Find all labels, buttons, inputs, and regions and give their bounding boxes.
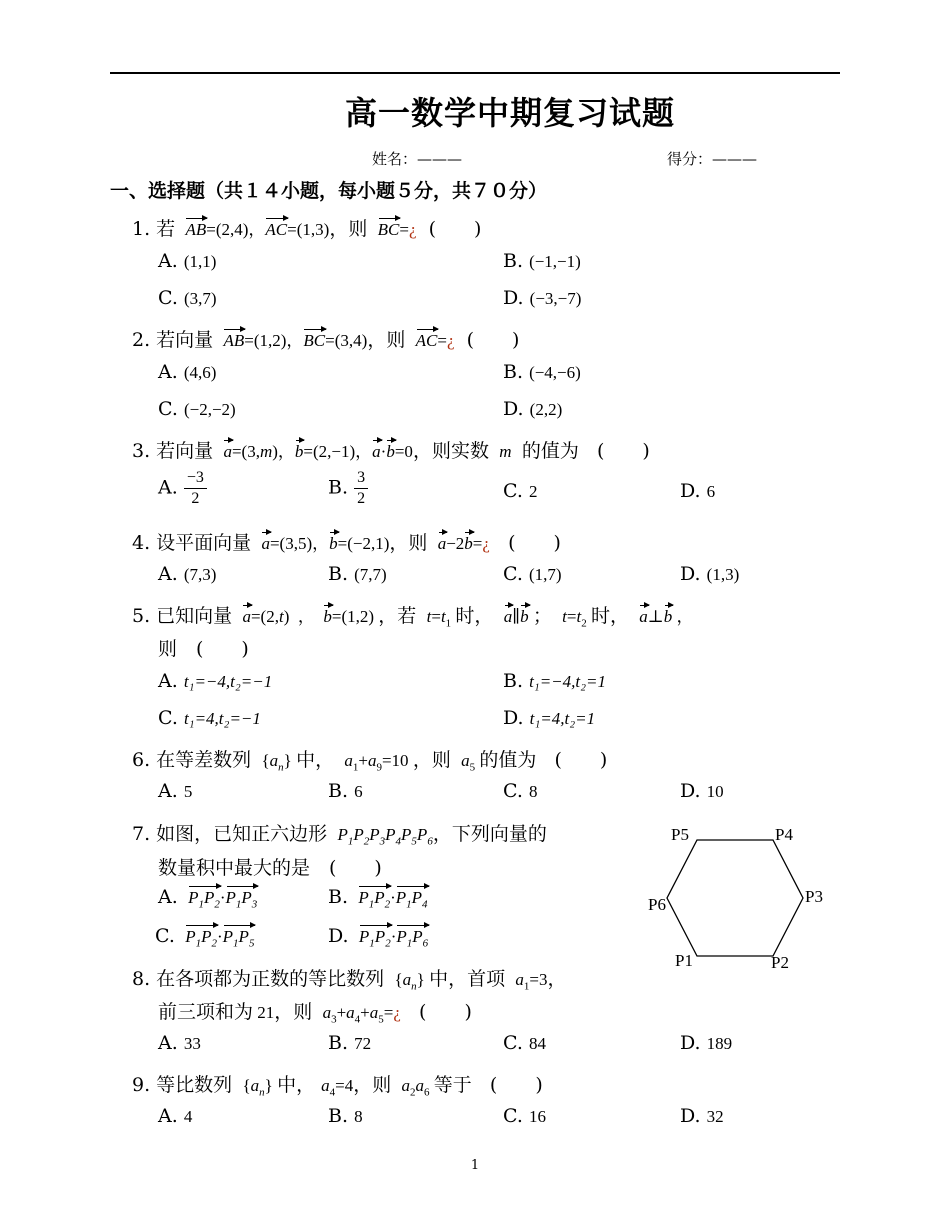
option-a: A. 5: [158, 780, 193, 802]
question-8: 8. 在各项都为正数的等比数列 $\{a_n\}$ 中，首项 $a_1=3$，: [132, 968, 567, 993]
option-d: D. $P_1P_2\cdot P_1P_6$: [328, 925, 429, 950]
score-field-label: 得分：———: [667, 150, 758, 168]
question-5-line2: 则 ( ): [158, 638, 249, 660]
section-heading: 一、选择题（共１４小题，每小题５分，共７０分）: [110, 180, 548, 202]
option-c: C. 16: [503, 1105, 546, 1127]
top-rule: [110, 72, 840, 74]
question-5: 5. 已知向量 a=(2,t) ， b=(1,2) ，若 $t=t_1$ 时， a∥b ； $t=t_2$ 时， a⊥b ，: [132, 605, 694, 630]
question-7: 7. 如图，已知正六边形 $P_1P_2P_3P_4P_5P_6$，下列向量的: [132, 823, 547, 848]
option-b: B. (7,7): [328, 563, 387, 585]
option-c: C. t₁=4,t₂=−1: [158, 707, 261, 729]
option-d: D. (1,3): [680, 563, 740, 585]
option-d: D. (−3,−7): [503, 287, 582, 309]
option-c: C. 2: [503, 480, 538, 502]
option-d: D. 10: [680, 780, 724, 802]
option-a: A. t₁=−4,t₂=−1: [158, 670, 273, 692]
label-p2: P2: [771, 953, 789, 972]
option-b: B. (−1,−1): [503, 250, 581, 272]
label-p5: P5: [671, 825, 689, 844]
option-c: C. (1,7): [503, 563, 562, 585]
hexagon-figure: [645, 820, 835, 980]
question-6: 6. 在等差数列 $\{a_n\}$ 中， $a_1+a_9=10$ ，则 $a_5$ 的值为 ( ): [132, 749, 608, 774]
question-2: 2. 若向量 AB=(1,2)，BC=(3,4)，则 AC=¿ ( ): [132, 329, 520, 351]
label-p4: P4: [775, 825, 793, 844]
label-p6: P6: [648, 895, 666, 914]
option-a: A. $\frac{-3}{2}$: [158, 468, 207, 509]
option-b: B. 6: [328, 780, 363, 802]
option-a: A. (4,6): [158, 361, 217, 383]
option-c: C. (3,7): [158, 287, 217, 309]
option-a: A. 4: [158, 1105, 193, 1127]
option-d: D. (2,2): [503, 398, 563, 420]
hexagon-outline: [667, 840, 803, 956]
question-1: 1. 若 AB=(2,4)，AC=(1,3)，则 BC=¿ ( ): [132, 218, 482, 240]
option-c: C. $P_1P_2\cdot P_1P_5$: [155, 925, 255, 950]
option-c: C. 84: [503, 1032, 546, 1054]
option-b: B. 8: [328, 1105, 363, 1127]
option-c: C. (−2,−2): [158, 398, 236, 420]
option-b: B. $\frac{3}{2}$: [328, 468, 368, 509]
option-d: D. t₁=4,t₂=1: [503, 707, 596, 729]
option-d: D. 6: [680, 480, 716, 502]
option-b: B. (−4,−6): [503, 361, 581, 383]
question-3: 3. 若向量 a=(3,m)，b=(2,−1)，a·b=0，则实数 m 的值为 ( ): [132, 440, 650, 462]
option-a: A. (7,3): [158, 563, 217, 585]
option-b: B. 72: [328, 1032, 372, 1054]
question-4: 4. 设平面向量 a=(3,5)，b=(−2,1)，则 a−2b=¿ ( ): [132, 532, 561, 554]
label-p3: P3: [805, 887, 823, 906]
question-8-line2: 前三项和为 21，则 $a_3+a_4+a_5=¿$ ( ): [158, 1001, 472, 1026]
option-c: C. 8: [503, 780, 538, 802]
option-b: B. $P_1P_2\cdot P_1P_4$: [328, 886, 428, 911]
option-d: D. 189: [680, 1032, 733, 1054]
page-title: 高一数学中期复习试题: [344, 94, 675, 132]
page-number: 1: [470, 1158, 480, 1173]
label-p1: P1: [675, 951, 693, 970]
option-a: A. $P_1P_2\cdot P_1P_3$: [158, 886, 258, 911]
option-a: A. 33: [158, 1032, 201, 1054]
option-b: B. t₁=−4,t₂=1: [503, 670, 606, 692]
option-a: A. (1,1): [158, 250, 217, 272]
question-9: 9. 等比数列 $\{a_n\}$ 中， $a_4=4$，则 $a_2a_6$ 等于 ( ): [132, 1074, 543, 1099]
name-field-label: 姓名：———: [372, 150, 463, 168]
question-7-line2: 数量积中最大的是 ( ): [158, 857, 382, 879]
option-d: D. 32: [680, 1105, 724, 1127]
